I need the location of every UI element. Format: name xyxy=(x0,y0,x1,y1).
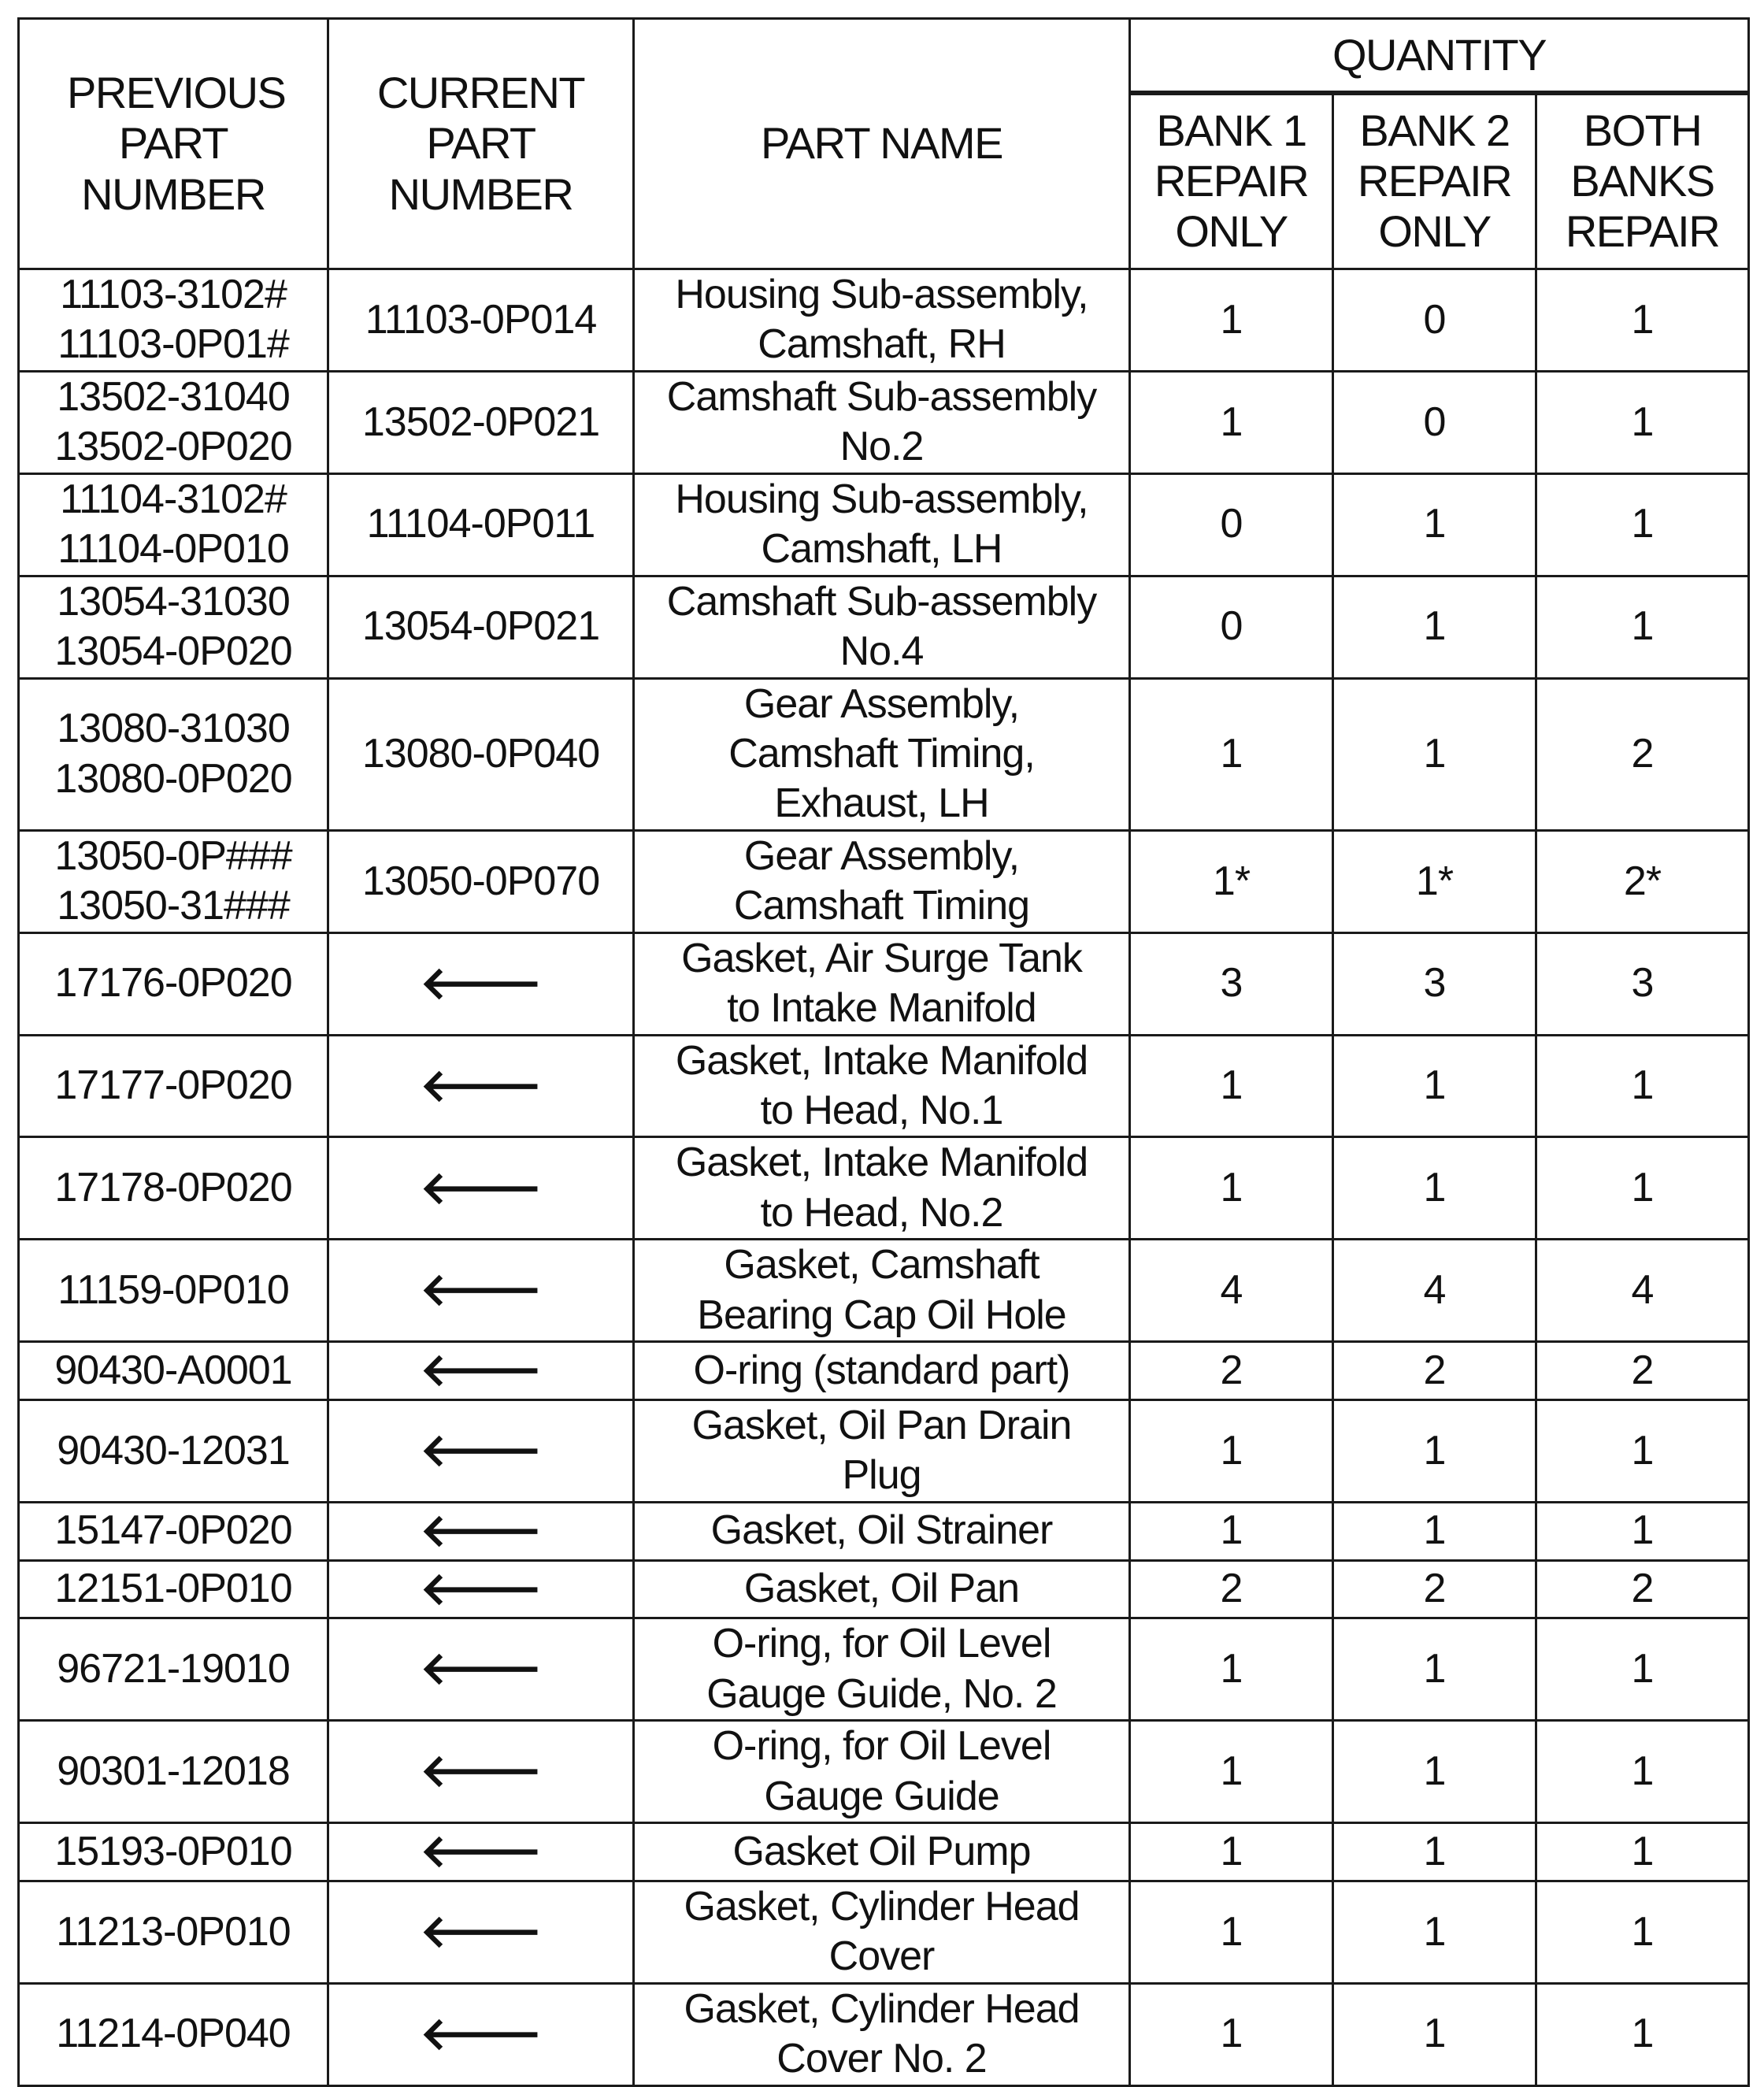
part-name: Housing Sub-assembly, Camshaft, LH xyxy=(634,473,1130,576)
quantity-bank2: 1 xyxy=(1333,576,1536,678)
previous-part-number-line: 11103-0P01# xyxy=(57,321,289,368)
previous-part-number-line: 15147-0P020 xyxy=(54,1507,292,1554)
quantity-both: 1 xyxy=(1536,269,1749,372)
quantity-bank1: 1 xyxy=(1130,1502,1333,1560)
part-name: Gear Assembly, Camshaft Timing, Exhaust, LH xyxy=(634,678,1130,830)
previous-part-number-line: 13080-31030 xyxy=(57,706,290,752)
current-part-number: 13502-0P021 xyxy=(328,371,634,473)
current-part-number: 13080-0P040 xyxy=(328,678,634,830)
header-bank2: BANK 2 REPAIR ONLY xyxy=(1333,93,1536,269)
previous-part-number xyxy=(19,269,328,372)
quantity-both: 1 xyxy=(1536,576,1749,678)
previous-part-number xyxy=(19,1502,328,1560)
quantity-bank2: 1 xyxy=(1333,1618,1536,1721)
previous-part-number xyxy=(19,1137,328,1240)
part-name: Gasket, Intake Manifold to Head, No.1 xyxy=(634,1035,1130,1137)
header-bank1: BANK 1 REPAIR ONLY xyxy=(1130,93,1333,269)
arrow-left-icon: 🡐 xyxy=(420,1504,542,1556)
quantity-bank1: 1 xyxy=(1130,1983,1333,2085)
quantity-bank2: 1 xyxy=(1333,1823,1536,1881)
arrow-left-icon: 🡐 xyxy=(420,1905,542,1957)
same-as-previous-cell xyxy=(328,1983,634,2085)
quantity-bank1: 1 xyxy=(1130,269,1333,372)
previous-part-number-line: 17178-0P020 xyxy=(54,1165,292,1211)
previous-part-number-line: 11159-0P010 xyxy=(57,1267,289,1314)
table-row xyxy=(19,576,1749,678)
same-as-previous-cell xyxy=(328,1881,634,1983)
quantity-bank2: 1 xyxy=(1333,1399,1536,1502)
quantity-bank2: 1 xyxy=(1333,1035,1536,1137)
table-body xyxy=(19,269,1749,2086)
same-as-previous-cell xyxy=(328,1502,634,1560)
quantity-both: 2 xyxy=(1536,678,1749,830)
quantity-bank2: 1 xyxy=(1333,678,1536,830)
quantity-bank1: 0 xyxy=(1130,576,1333,678)
quantity-bank2: 0 xyxy=(1333,371,1536,473)
previous-part-number xyxy=(19,1618,328,1721)
quantity-bank1: 1 xyxy=(1130,1399,1333,1502)
arrow-left-icon: 🡐 xyxy=(420,957,542,1009)
table-row xyxy=(19,1035,1749,1137)
header-current-part-number: CURRENT PART NUMBER xyxy=(328,19,634,269)
part-name: Gasket, Oil Pan xyxy=(634,1560,1130,1618)
previous-part-number-line: 90430-A0001 xyxy=(54,1347,292,1393)
same-as-previous-cell xyxy=(328,1823,634,1881)
previous-part-number-line: 13054-31030 xyxy=(57,578,290,625)
quantity-bank2: 1 xyxy=(1333,1983,1536,2085)
quantity-bank1: 4 xyxy=(1130,1240,1333,1342)
part-name: O-ring (standard part) xyxy=(634,1342,1130,1400)
previous-part-number xyxy=(19,932,328,1035)
previous-part-number-line: 13502-31040 xyxy=(57,373,290,420)
current-part-number: 11103-0P014 xyxy=(328,269,634,372)
table-row xyxy=(19,1618,1749,1721)
table-row xyxy=(19,1240,1749,1342)
arrow-left-icon: 🡐 xyxy=(420,1059,542,1111)
part-name: Gasket, Cylinder Head Cover No. 2 xyxy=(634,1983,1130,2085)
part-name: Gasket Oil Pump xyxy=(634,1823,1130,1881)
same-as-previous-cell xyxy=(328,1399,634,1502)
table-row xyxy=(19,1983,1749,2085)
previous-part-number xyxy=(19,371,328,473)
part-name: Gasket, Oil Pan Drain Plug xyxy=(634,1399,1130,1502)
previous-part-number xyxy=(19,1721,328,1823)
arrow-left-icon: 🡐 xyxy=(420,1643,542,1695)
previous-part-number xyxy=(19,1240,328,1342)
part-name: Gasket, Air Surge Tank to Intake Manifold xyxy=(634,932,1130,1035)
arrow-left-icon: 🡐 xyxy=(420,1562,542,1614)
part-name: Gasket, Cylinder Head Cover xyxy=(634,1881,1130,1983)
header-quantity: QUANTITY xyxy=(1130,19,1749,93)
same-as-previous-cell xyxy=(328,1137,634,1240)
quantity-bank2: 2 xyxy=(1333,1560,1536,1618)
part-name: Gasket, Oil Strainer xyxy=(634,1502,1130,1560)
quantity-both: 1 xyxy=(1536,1881,1749,1983)
current-part-number: 13054-0P021 xyxy=(328,576,634,678)
previous-part-number xyxy=(19,1823,328,1881)
previous-part-number-line: 13050-0P### xyxy=(54,832,292,879)
quantity-bank1: 1 xyxy=(1130,1823,1333,1881)
table-row xyxy=(19,1881,1749,1983)
previous-part-number-line: 13080-0P020 xyxy=(54,755,292,802)
same-as-previous-cell xyxy=(328,1618,634,1721)
part-name: Housing Sub-assembly, Camshaft, RH xyxy=(634,269,1130,372)
previous-part-number-line: 11214-0P040 xyxy=(56,2011,291,2057)
parts-table xyxy=(17,17,1750,2087)
same-as-previous-cell xyxy=(328,1240,634,1342)
part-name: Gasket, Intake Manifold to Head, No.2 xyxy=(634,1137,1130,1240)
table-row xyxy=(19,1721,1749,1823)
quantity-both: 2* xyxy=(1536,830,1749,932)
previous-part-number-line: 11103-3102# xyxy=(60,272,287,317)
quantity-bank2: 1 xyxy=(1333,1881,1536,1983)
quantity-both: 1 xyxy=(1536,1502,1749,1560)
part-name: Camshaft Sub-assembly No.2 xyxy=(634,371,1130,473)
previous-part-number-line: 15193-0P010 xyxy=(54,1828,292,1874)
arrow-left-icon: 🡐 xyxy=(420,1264,542,1316)
quantity-bank1: 1 xyxy=(1130,1721,1333,1823)
part-name: Gasket, Camshaft Bearing Cap Oil Hole xyxy=(634,1240,1130,1342)
quantity-both: 3 xyxy=(1536,932,1749,1035)
quantity-bank1: 2 xyxy=(1130,1342,1333,1400)
quantity-bank1: 1 xyxy=(1130,1035,1333,1137)
table-row xyxy=(19,269,1749,372)
quantity-bank1: 1 xyxy=(1130,1881,1333,1983)
quantity-both: 1 xyxy=(1536,473,1749,576)
previous-part-number-line: 13050-31### xyxy=(57,883,290,929)
previous-part-number xyxy=(19,1399,328,1502)
quantity-bank1: 1* xyxy=(1130,830,1333,932)
quantity-both: 1 xyxy=(1536,1823,1749,1881)
same-as-previous-cell xyxy=(328,1342,634,1400)
quantity-bank1: 1 xyxy=(1130,678,1333,830)
same-as-previous-cell xyxy=(328,1560,634,1618)
quantity-bank2: 1 xyxy=(1333,1721,1536,1823)
table-row xyxy=(19,932,1749,1035)
current-part-number: 13050-0P070 xyxy=(328,830,634,932)
quantity-both: 1 xyxy=(1536,371,1749,473)
quantity-bank2: 2 xyxy=(1333,1342,1536,1400)
table-row xyxy=(19,1137,1749,1240)
same-as-previous-cell xyxy=(328,932,634,1035)
previous-part-number xyxy=(19,830,328,932)
arrow-left-icon: 🡐 xyxy=(420,1344,542,1396)
part-name: O-ring, for Oil Level Gauge Guide xyxy=(634,1721,1130,1823)
quantity-both: 1 xyxy=(1536,1035,1749,1137)
quantity-bank1: 1 xyxy=(1130,371,1333,473)
arrow-left-icon: 🡐 xyxy=(420,2007,542,2059)
quantity-bank2: 4 xyxy=(1333,1240,1536,1342)
table-row xyxy=(19,678,1749,830)
quantity-both: 1 xyxy=(1536,1137,1749,1240)
previous-part-number xyxy=(19,1342,328,1400)
arrow-left-icon: 🡐 xyxy=(420,1745,542,1797)
same-as-previous-cell xyxy=(328,1035,634,1137)
table-row xyxy=(19,1560,1749,1618)
quantity-both: 1 xyxy=(1536,1399,1749,1502)
header-part-name: PART NAME xyxy=(634,19,1130,269)
quantity-bank2: 0 xyxy=(1333,269,1536,372)
table-row xyxy=(19,1502,1749,1560)
previous-part-number-line: 17176-0P020 xyxy=(54,960,292,1006)
current-part-number: 11104-0P011 xyxy=(328,473,634,576)
arrow-left-icon: 🡐 xyxy=(420,1425,542,1476)
table-row xyxy=(19,1342,1749,1400)
table-row xyxy=(19,830,1749,932)
part-name: O-ring, for Oil Level Gauge Guide, No. 2 xyxy=(634,1618,1130,1721)
previous-part-number xyxy=(19,1560,328,1618)
previous-part-number xyxy=(19,1035,328,1137)
header-both-banks: BOTH BANKS REPAIR xyxy=(1536,93,1749,269)
quantity-bank2: 1 xyxy=(1333,1502,1536,1560)
quantity-bank1: 1 xyxy=(1130,1618,1333,1721)
quantity-bank2: 3 xyxy=(1333,932,1536,1035)
previous-part-number-line: 13054-0P020 xyxy=(54,628,292,675)
previous-part-number-line: 17177-0P020 xyxy=(54,1062,292,1109)
table-row xyxy=(19,1823,1749,1881)
previous-part-number xyxy=(19,1881,328,1983)
quantity-bank2: 1 xyxy=(1333,473,1536,576)
quantity-both: 1 xyxy=(1536,1618,1749,1721)
arrow-left-icon: 🡐 xyxy=(420,1826,542,1878)
table-row xyxy=(19,1399,1749,1502)
previous-part-number xyxy=(19,1983,328,2085)
previous-part-number-line: 11104-0P010 xyxy=(57,526,289,573)
previous-part-number xyxy=(19,678,328,830)
table-row xyxy=(19,371,1749,473)
arrow-left-icon: 🡐 xyxy=(420,1162,542,1214)
quantity-both: 4 xyxy=(1536,1240,1749,1342)
quantity-bank2: 1 xyxy=(1333,1137,1536,1240)
quantity-bank1: 2 xyxy=(1130,1560,1333,1618)
quantity-bank1: 0 xyxy=(1130,473,1333,576)
quantity-bank1: 3 xyxy=(1130,932,1333,1035)
quantity-bank2: 1* xyxy=(1333,830,1536,932)
same-as-previous-cell xyxy=(328,1721,634,1823)
part-name: Camshaft Sub-assembly No.4 xyxy=(634,576,1130,678)
quantity-both: 1 xyxy=(1536,1721,1749,1823)
table-row xyxy=(19,473,1749,576)
previous-part-number xyxy=(19,576,328,678)
previous-part-number-line: 12151-0P010 xyxy=(54,1566,292,1612)
parts-sheet xyxy=(17,17,1747,2082)
previous-part-number xyxy=(19,473,328,576)
previous-part-number-line: 90301-12018 xyxy=(57,1748,290,1794)
previous-part-number-line: 96721-19010 xyxy=(57,1646,290,1692)
quantity-both: 2 xyxy=(1536,1342,1749,1400)
header-previous-part-number: PREVIOUS PART NUMBER xyxy=(19,19,328,269)
quantity-both: 1 xyxy=(1536,1983,1749,2085)
previous-part-number-line: 90430-12031 xyxy=(57,1427,290,1474)
quantity-both: 2 xyxy=(1536,1560,1749,1618)
quantity-bank1: 1 xyxy=(1130,1137,1333,1240)
previous-part-number-line: 11104-3102# xyxy=(60,476,287,522)
part-name: Gear Assembly, Camshaft Timing xyxy=(634,830,1130,932)
previous-part-number-line: 11213-0P010 xyxy=(56,1908,291,1955)
previous-part-number-line: 13502-0P020 xyxy=(54,424,292,470)
